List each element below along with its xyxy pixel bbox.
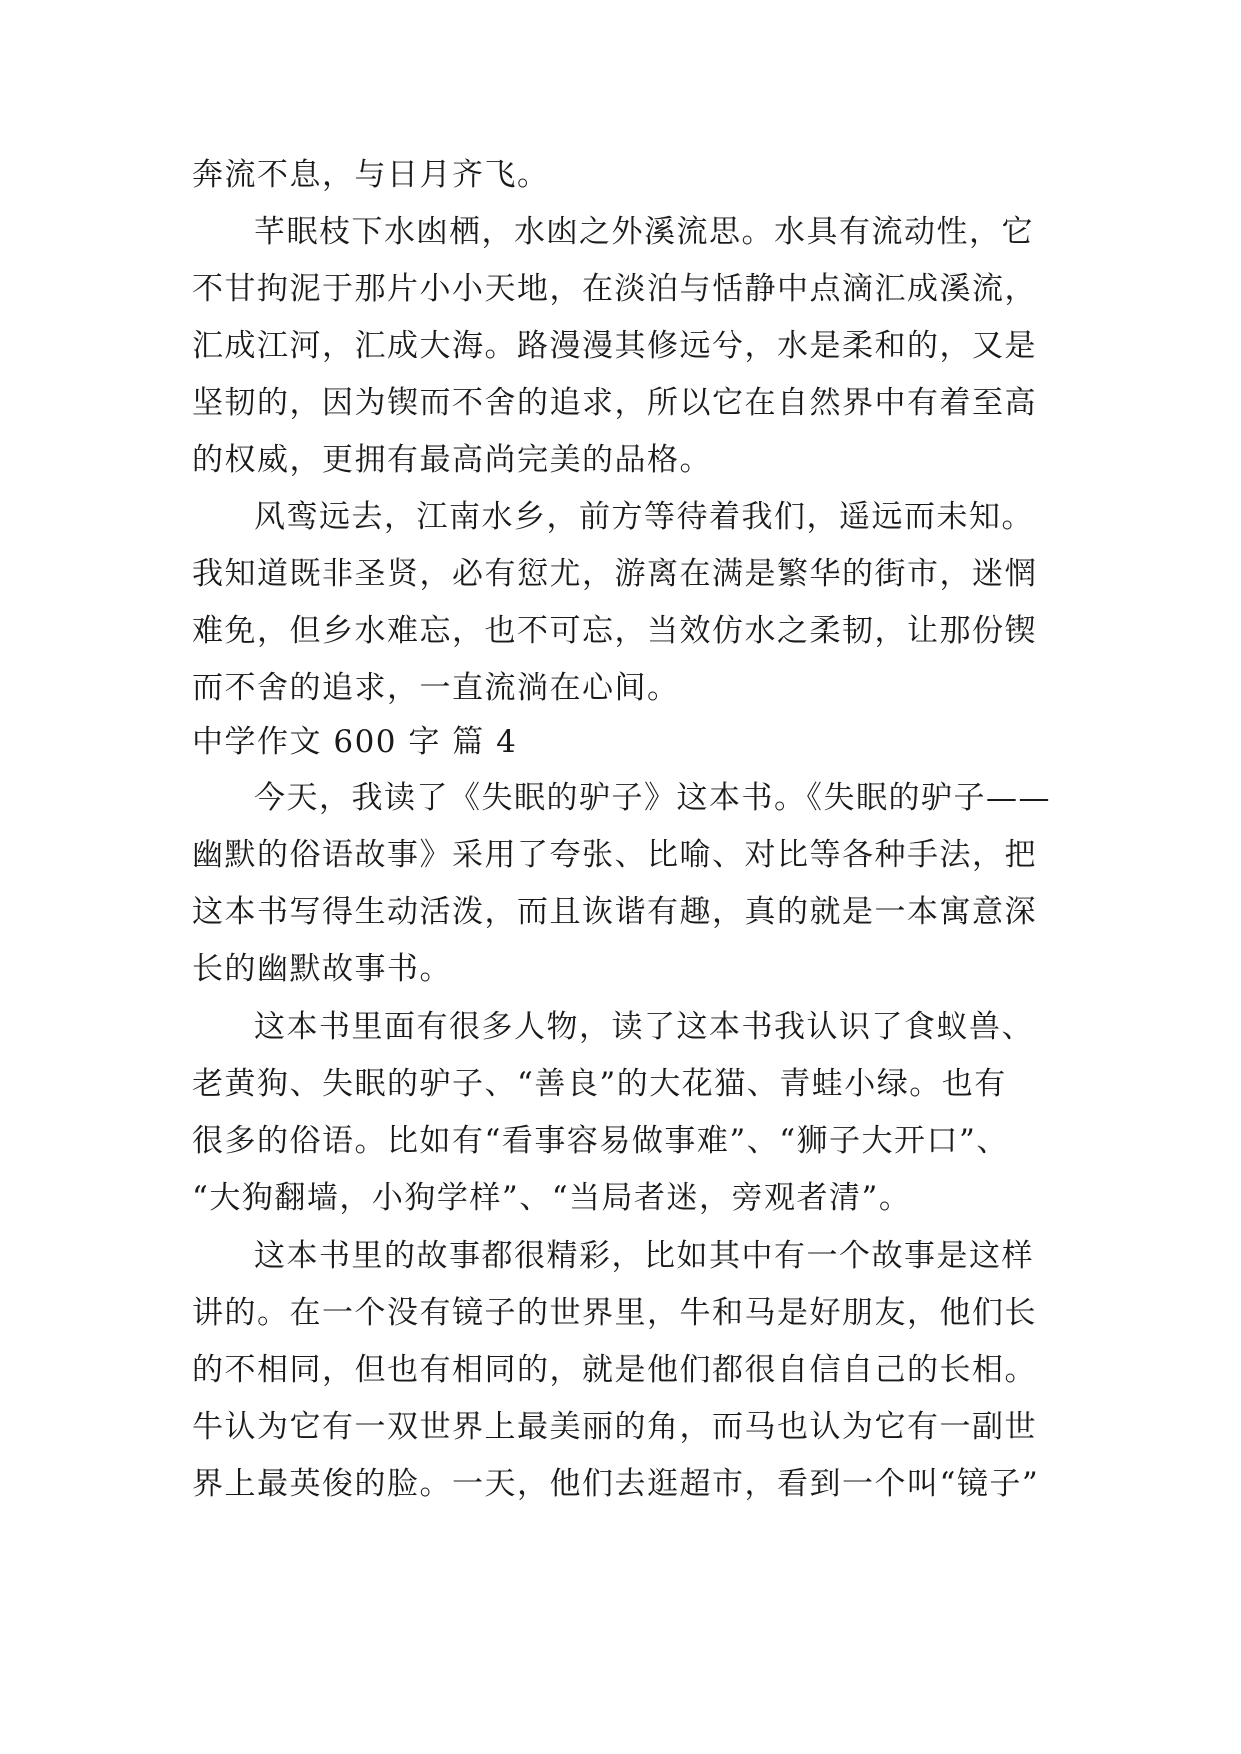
- text-line: 这本书写得生动活泼，而且诙谐有趣，真的就是一本寓意深: [192, 894, 1037, 930]
- text-line: 芊眠枝下水凼栖，水凼之外溪流思。水具有流动性，它: [254, 214, 1034, 250]
- text-line: 坚韧的，因为锲而不舍的追求，所以它在自然界中有着至高: [192, 385, 1037, 421]
- text-line: 汇成江河，汇成大海。路漫漫其修远兮，水是柔和的，又是: [192, 328, 1037, 364]
- text-line: 奔流不息，与日月齐飞。: [192, 157, 550, 193]
- text-line: 我知道既非圣贤，必有愆尤，游离在满是繁华的街市，迷惘: [192, 556, 1037, 592]
- text-line: 很多的俗语。比如有“看事容易做事难”、“狮子大开口”、: [192, 1123, 1009, 1159]
- text-line: 这本书里的故事都很精彩，比如其中有一个故事是这样: [254, 1238, 1034, 1274]
- text-line: 牛认为它有一双世界上最美丽的角，而马也认为它有一副世: [192, 1409, 1037, 1445]
- text-line: 这本书里面有很多人物，读了这本书我认识了食蚁兽、: [254, 1009, 1034, 1045]
- text-line: 难免，但乡水难忘，也不可忘，当效仿水之柔韧，让那份锲: [192, 613, 1037, 649]
- text-line: 不甘拘泥于那片小小天地，在淡泊与恬静中点滴汇成溪流，: [192, 271, 1037, 307]
- text-line: 风鸾远去，江南水乡，前方等待着我们，遥远而未知。: [254, 499, 1034, 535]
- text-line: 而不舍的追求，一直流淌在心间。: [192, 670, 680, 706]
- text-line: 讲的。在一个没有镜子的世界里，牛和马是好朋友，他们长: [192, 1295, 1037, 1331]
- text-line: 的权威，更拥有最高尚完美的品格。: [192, 442, 712, 478]
- text-line: 的不相同，但也有相同的，就是他们都很自信自己的长相。: [192, 1352, 1037, 1388]
- text-line: 老黄狗、失眠的驴子、“善良”的大花猫、青蛙小绿。也有: [192, 1066, 1007, 1102]
- section-heading: 中学作文 600 字 篇 4: [192, 724, 518, 760]
- text-line: “大狗翻墙，小狗学样”、“当局者迷，旁观者清”。: [192, 1180, 912, 1216]
- text-line: 幽默的俗语故事》采用了夸张、比喻、对比等各种手法，把: [192, 837, 1037, 873]
- text-line: 长的幽默故事书。: [192, 951, 452, 987]
- text-line: 今天，我读了《失眠的驴子》这本书。《失眠的驴子——: [254, 780, 1051, 816]
- text-line: 界上最英俊的脸。一天，他们去逛超市，看到一个叫“镜子”: [192, 1466, 1040, 1502]
